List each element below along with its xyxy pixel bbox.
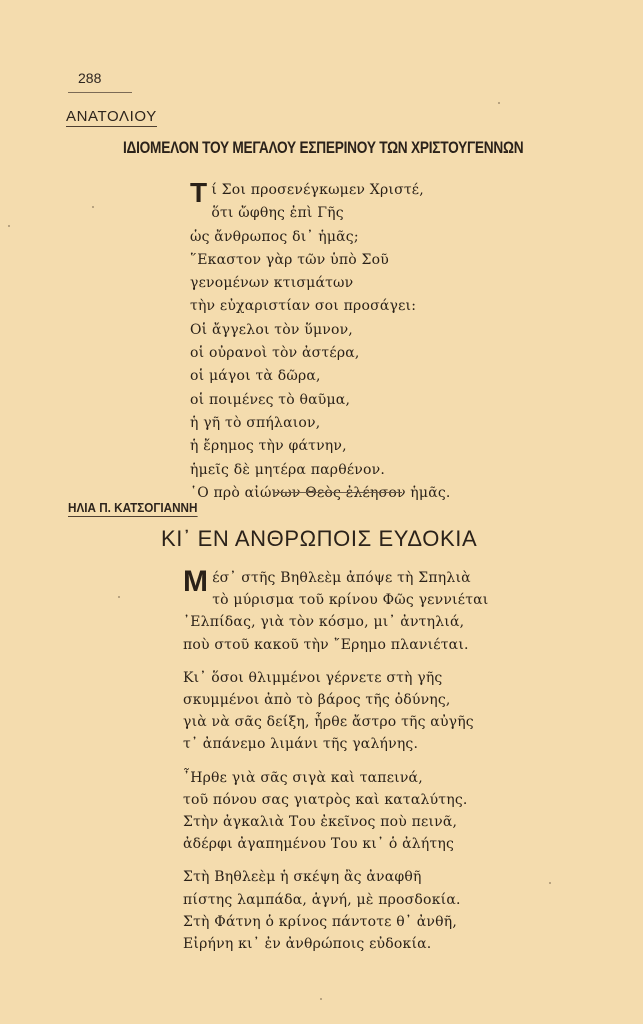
stanza (183, 866, 513, 955)
verse-line: Στὴ Φάτνη ὁ κρίνος πάντοτε θ᾽ ἀνθῆ, (183, 913, 457, 930)
verse-line: ὅτι ὤφθης ἐπὶ Γῆς (211, 205, 344, 222)
verse-line: Εἰρήνη κι᾽ ἐν ἀνθρώποις εὐδοκία. (183, 936, 432, 953)
verse-line: οἱ οὐρανοὶ τὸν ἀστέρα, (190, 345, 360, 362)
page-number-rule (68, 92, 132, 93)
paper-speck (549, 882, 551, 884)
verse-line: Στὴ Βηθλεὲμ ἡ σκέψη ἂς ἀναφθῆ (183, 869, 422, 886)
drop-cap: Τ (190, 177, 208, 208)
section-one-title: ΙΔΙΟΜΕΛΟΝ ΤΟΥ ΜΕΓΑΛΟΥ ΕΣΠΕΡΙΝΟΥ ΤΩΝ ΧΡΙΣΤΟΥΓΕΝΝΩΝ (123, 139, 524, 157)
verse-line: τὴν εὐχαριστίαν σοι προσάγει: (190, 298, 417, 315)
verse-line: πίστης λαμπάδα, ἁγνή, μὲ προσδοκία. (183, 891, 461, 908)
paper-speck (118, 596, 120, 598)
verse-line: ῏Ηρθε γιὰ σᾶς σιγὰ καὶ ταπεινά, (183, 769, 423, 786)
verse-line: ᾽Ελπίδας, γιὰ τὸν κόσμο, μι᾽ ἀντηλιά, (183, 614, 465, 631)
stanza (183, 767, 513, 856)
verse-line: γενομένων κτισμάτων (190, 275, 354, 292)
verse-line: τ᾽ ἀπάνεμο λιμάνι τῆς γαλήνης. (183, 736, 419, 753)
verse-line: Οἱ ἄγγελοι τὸν ὕμνον, (190, 321, 353, 338)
verse-line: ἡ γῆ τὸ σπήλαιον, (190, 414, 321, 431)
section-two-author: ΗΛΙΑ Π. ΚΑΤΣΟΓΙΑΝΝΗ (68, 500, 198, 515)
verse-line: τὸ μύρισμα τοῦ κρίνου Φῶς γεννιέται (212, 592, 489, 609)
verse-line: ἡ ἔρημος τὴν φάτνην, (190, 438, 347, 455)
section-one-author: ΑΝΑΤΟΛΙΟΥ (66, 108, 157, 125)
verse-line: ῾Ο πρὸ αἰώνων Θεὸς ἐλέησον ἡμᾶς. (190, 484, 451, 501)
verse-line (183, 565, 513, 598)
verse-line: Κι᾽ ὅσοι θλιμμένοι γέρνετε στὴ γῆς (183, 669, 443, 686)
stanza (183, 667, 513, 756)
page-number: 288 (78, 70, 102, 86)
poem-text (183, 567, 513, 966)
verse-line: σκυμμένοι ἀπὸ τὸ βάρος τῆς ὀδύνης, (183, 692, 451, 709)
verse-line: οἱ ποιμένες τὸ θαῦμα, (190, 391, 351, 408)
verse-line: ποὺ στοῦ κακοῦ τὴν ῎Ερημο πλανιέται. (183, 636, 469, 653)
verse-line-rest: ί Σοι προσενέγκωμεν Χριστέ, (211, 182, 424, 198)
verse-line: ἀδέρφι ἀγαπημένου Του κι᾽ ὁ ἀλήτης (183, 836, 455, 853)
paper-speck (92, 206, 94, 208)
stanza (183, 567, 513, 656)
verse-line (190, 177, 550, 208)
verse-line: τοῦ πόνου σας γιατρὸς καὶ καταλύτης. (183, 791, 468, 808)
verse-line: ὡς ἄνθρωπος δι᾽ ἡμᾶς; (190, 228, 359, 245)
verse-line: ἡμεῖς δὲ μητέρα παρθένον. (190, 461, 385, 478)
paper-speck (320, 998, 322, 1000)
verse-line: Στὴν ἀγκαλιὰ Του ἐκεῖνος ποὺ πεινᾶ, (183, 814, 458, 831)
section-two-title: ΚΙ᾽ ΕΝ ΑΝΘΡΩΠΟΙΣ ΕΥΔΟΚΙΑ (161, 526, 478, 551)
verse-line: ῞Εκαστον γὰρ τῶν ὑπὸ Σοῦ (190, 251, 389, 268)
verse-line-rest: έσ᾽ στῆς Βηθλεὲμ ἀπόψε τὴ Σπηλιὰ (212, 570, 471, 586)
section-divider (274, 492, 402, 493)
verse-line: οἱ μάγοι τὰ δῶρα, (190, 368, 321, 385)
paper-speck (8, 225, 10, 227)
hymn-text (190, 179, 550, 505)
verse-line: γιὰ νὰ σᾶς δείξη, ἦρθε ἄστρο τῆς αὐγῆς (183, 714, 474, 731)
paper-speck (498, 102, 500, 104)
drop-cap: Μ (183, 565, 209, 598)
